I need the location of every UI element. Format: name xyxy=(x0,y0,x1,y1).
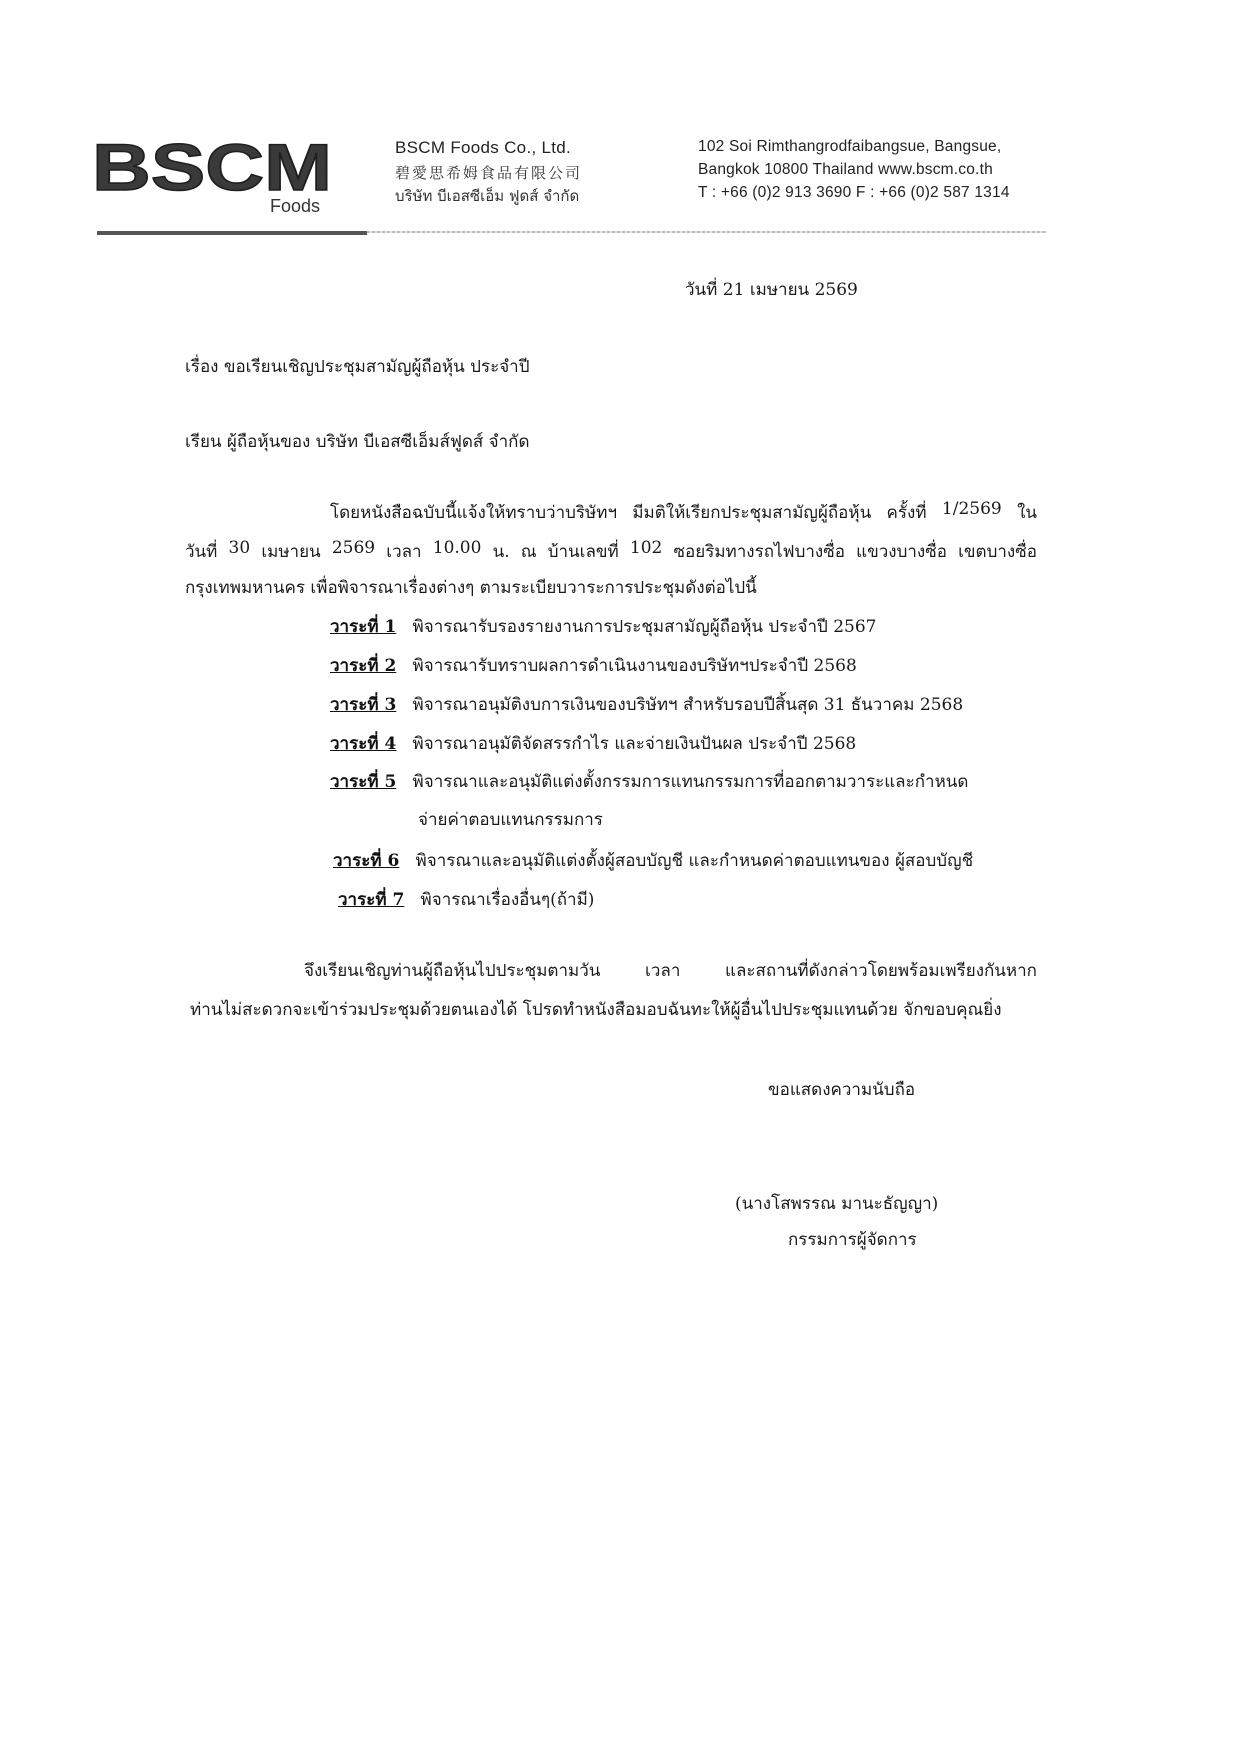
text-segment: 1/2569 xyxy=(941,499,1002,519)
agenda-item xyxy=(333,847,973,874)
agenda-text: พิจารณารับทราบผลการดำเนินงานของบริษัทฯประจำปี 2568 xyxy=(412,656,857,676)
company-name-chinese: 碧愛思希姆食品有限公司 xyxy=(395,164,583,182)
agenda-item xyxy=(330,613,876,640)
text-segment: วันที่ xyxy=(185,542,218,562)
agenda-text: พิจารณาอนุมัติงบการเงินของบริษัทฯ สำหรับรอบปีสิ้นสุด 31 ธันวาคม 2568 xyxy=(412,695,964,715)
agenda-item xyxy=(330,652,857,679)
agenda-label: วาระที่ 7 xyxy=(338,890,405,910)
text-segment: เวลา xyxy=(386,542,422,562)
agenda-item xyxy=(338,886,594,913)
logo-wordmark: BSCM xyxy=(92,132,332,204)
agenda-label: วาระที่ 2 xyxy=(330,656,397,676)
agenda-label: วาระที่ 3 xyxy=(330,695,397,715)
letter-recipient: เรียน ผู้ถือหุ้นของ บริษัท บีเอสซีเอ็มส์ฟูดส์ จำกัด xyxy=(185,432,530,452)
text-segment: จึงเรียนเชิญท่านผู้ถือหุ้นไปประชุมตามวัน xyxy=(304,961,601,981)
letterhead-divider-dark xyxy=(97,231,367,235)
agenda-text: พิจารณาเรื่องอื่นๆ(ถ้ามี) xyxy=(420,890,595,910)
text-segment: เมษายน xyxy=(261,542,321,562)
address-line-2: Bangkok 10800 Thailand www.bscm.co.th xyxy=(698,161,993,178)
paragraph-1-line-3: กรุงเทพมหานคร เพื่อพิจารณาเรื่องต่างๆ ตามระเบียบวาระการประชุมดังต่อไปนี้ xyxy=(185,578,757,598)
company-logo xyxy=(92,132,337,216)
paragraph-2-line-1 xyxy=(304,957,1037,984)
paragraph-1-line-2 xyxy=(185,538,1037,565)
paragraph-1-line-1 xyxy=(330,499,1037,526)
letter-subject: เรื่อง ขอเรียนเชิญประชุมสามัญผู้ถือหุ้น ประจำปี xyxy=(185,357,530,377)
text-segment: 30 xyxy=(228,538,251,558)
text-segment: ครั้งที่ xyxy=(886,503,927,523)
agenda-item xyxy=(330,768,968,795)
text-segment: 10.00 xyxy=(432,538,482,558)
agenda-text: พิจารณาและอนุมัติแต่งตั้งผู้สอบบัญชี และกำหนดค่าตอบแทนของ ผู้สอบบัญชี xyxy=(415,851,974,871)
agenda-label: วาระที่ 5 xyxy=(330,772,397,792)
closing-salutation: ขอแสดงความนับถือ xyxy=(768,1080,916,1100)
text-segment: ใน xyxy=(1017,503,1037,523)
text-segment: 102 xyxy=(629,538,663,558)
agenda-item xyxy=(330,730,856,757)
agenda-text: พิจารณารับรองรายงานการประชุมสามัญผู้ถือหุ้น ประจำปี 2567 xyxy=(412,617,877,637)
company-name-english: BSCM Foods Co., Ltd. xyxy=(395,138,572,157)
agenda-item xyxy=(330,691,963,718)
signatory-name: (นางโสพรรณ มานะธัญญา) xyxy=(735,1194,939,1214)
text-segment: และสถานที่ดังกล่าวโดยพร้อมเพรียงกันหาก xyxy=(725,961,1037,981)
logo-subtext: Foods xyxy=(270,196,321,216)
agenda-text: พิจารณาอนุมัติจัดสรรกำไร และจ่ายเงินปันผล ประจำปี 2568 xyxy=(412,734,857,754)
text-segment: เวลา xyxy=(645,961,681,981)
agenda-text: พิจารณาและอนุมัติแต่งตั้งกรรมการแทนกรรมการที่ออกตามวาระและกำหนด xyxy=(412,772,969,792)
letter-date: วันที่ 21 เมษายน 2569 xyxy=(685,280,858,300)
text-segment: ณ xyxy=(520,542,537,562)
agenda-label: วาระที่ 1 xyxy=(330,617,397,637)
agenda-label: วาระที่ 6 xyxy=(333,851,400,871)
text-segment: แขวงบางซื่อ xyxy=(856,542,947,562)
text-segment: มีมติให้เรียกประชุมสามัญผู้ถือหุ้น xyxy=(632,503,872,523)
address-line-1: 102 Soi Rimthangrodfaibangsue, Bangsue, xyxy=(698,138,1002,155)
agenda-item-continuation: จ่ายค่าตอบแทนกรรมการ xyxy=(418,810,603,830)
text-segment: เขตบางซื่อ xyxy=(958,542,1037,562)
text-segment: 2569 xyxy=(331,538,376,558)
phone-fax-line: T : +66 (0)2 913 3690 F : +66 (0)2 587 1314 xyxy=(698,184,1010,201)
text-segment: โดยหนังสือฉบับนี้แจ้งให้ทราบว่าบริษัทฯ xyxy=(330,503,617,523)
text-segment: น. xyxy=(492,542,510,562)
text-segment: บ้านเลขที่ xyxy=(547,542,619,562)
letterhead-divider-light xyxy=(367,231,1047,233)
agenda-label: วาระที่ 4 xyxy=(330,734,397,754)
signatory-title: กรรมการผู้จัดการ xyxy=(788,1230,917,1250)
text-segment: ซอยริมทางรถไฟบางซื่อ xyxy=(673,542,845,562)
paragraph-2-line-2: ท่านไม่สะดวกจะเข้าร่วมประชุมด้วยตนเองได้ โปรดทำหนังสือมอบฉันทะให้ผู้อื่นไปประชุมแทนด้วย จักขอบคุณยิ่ง xyxy=(190,1000,1002,1020)
company-name-thai: บริษัท บีเอสซีเอ็ม ฟูดส์ จำกัด xyxy=(395,187,580,205)
